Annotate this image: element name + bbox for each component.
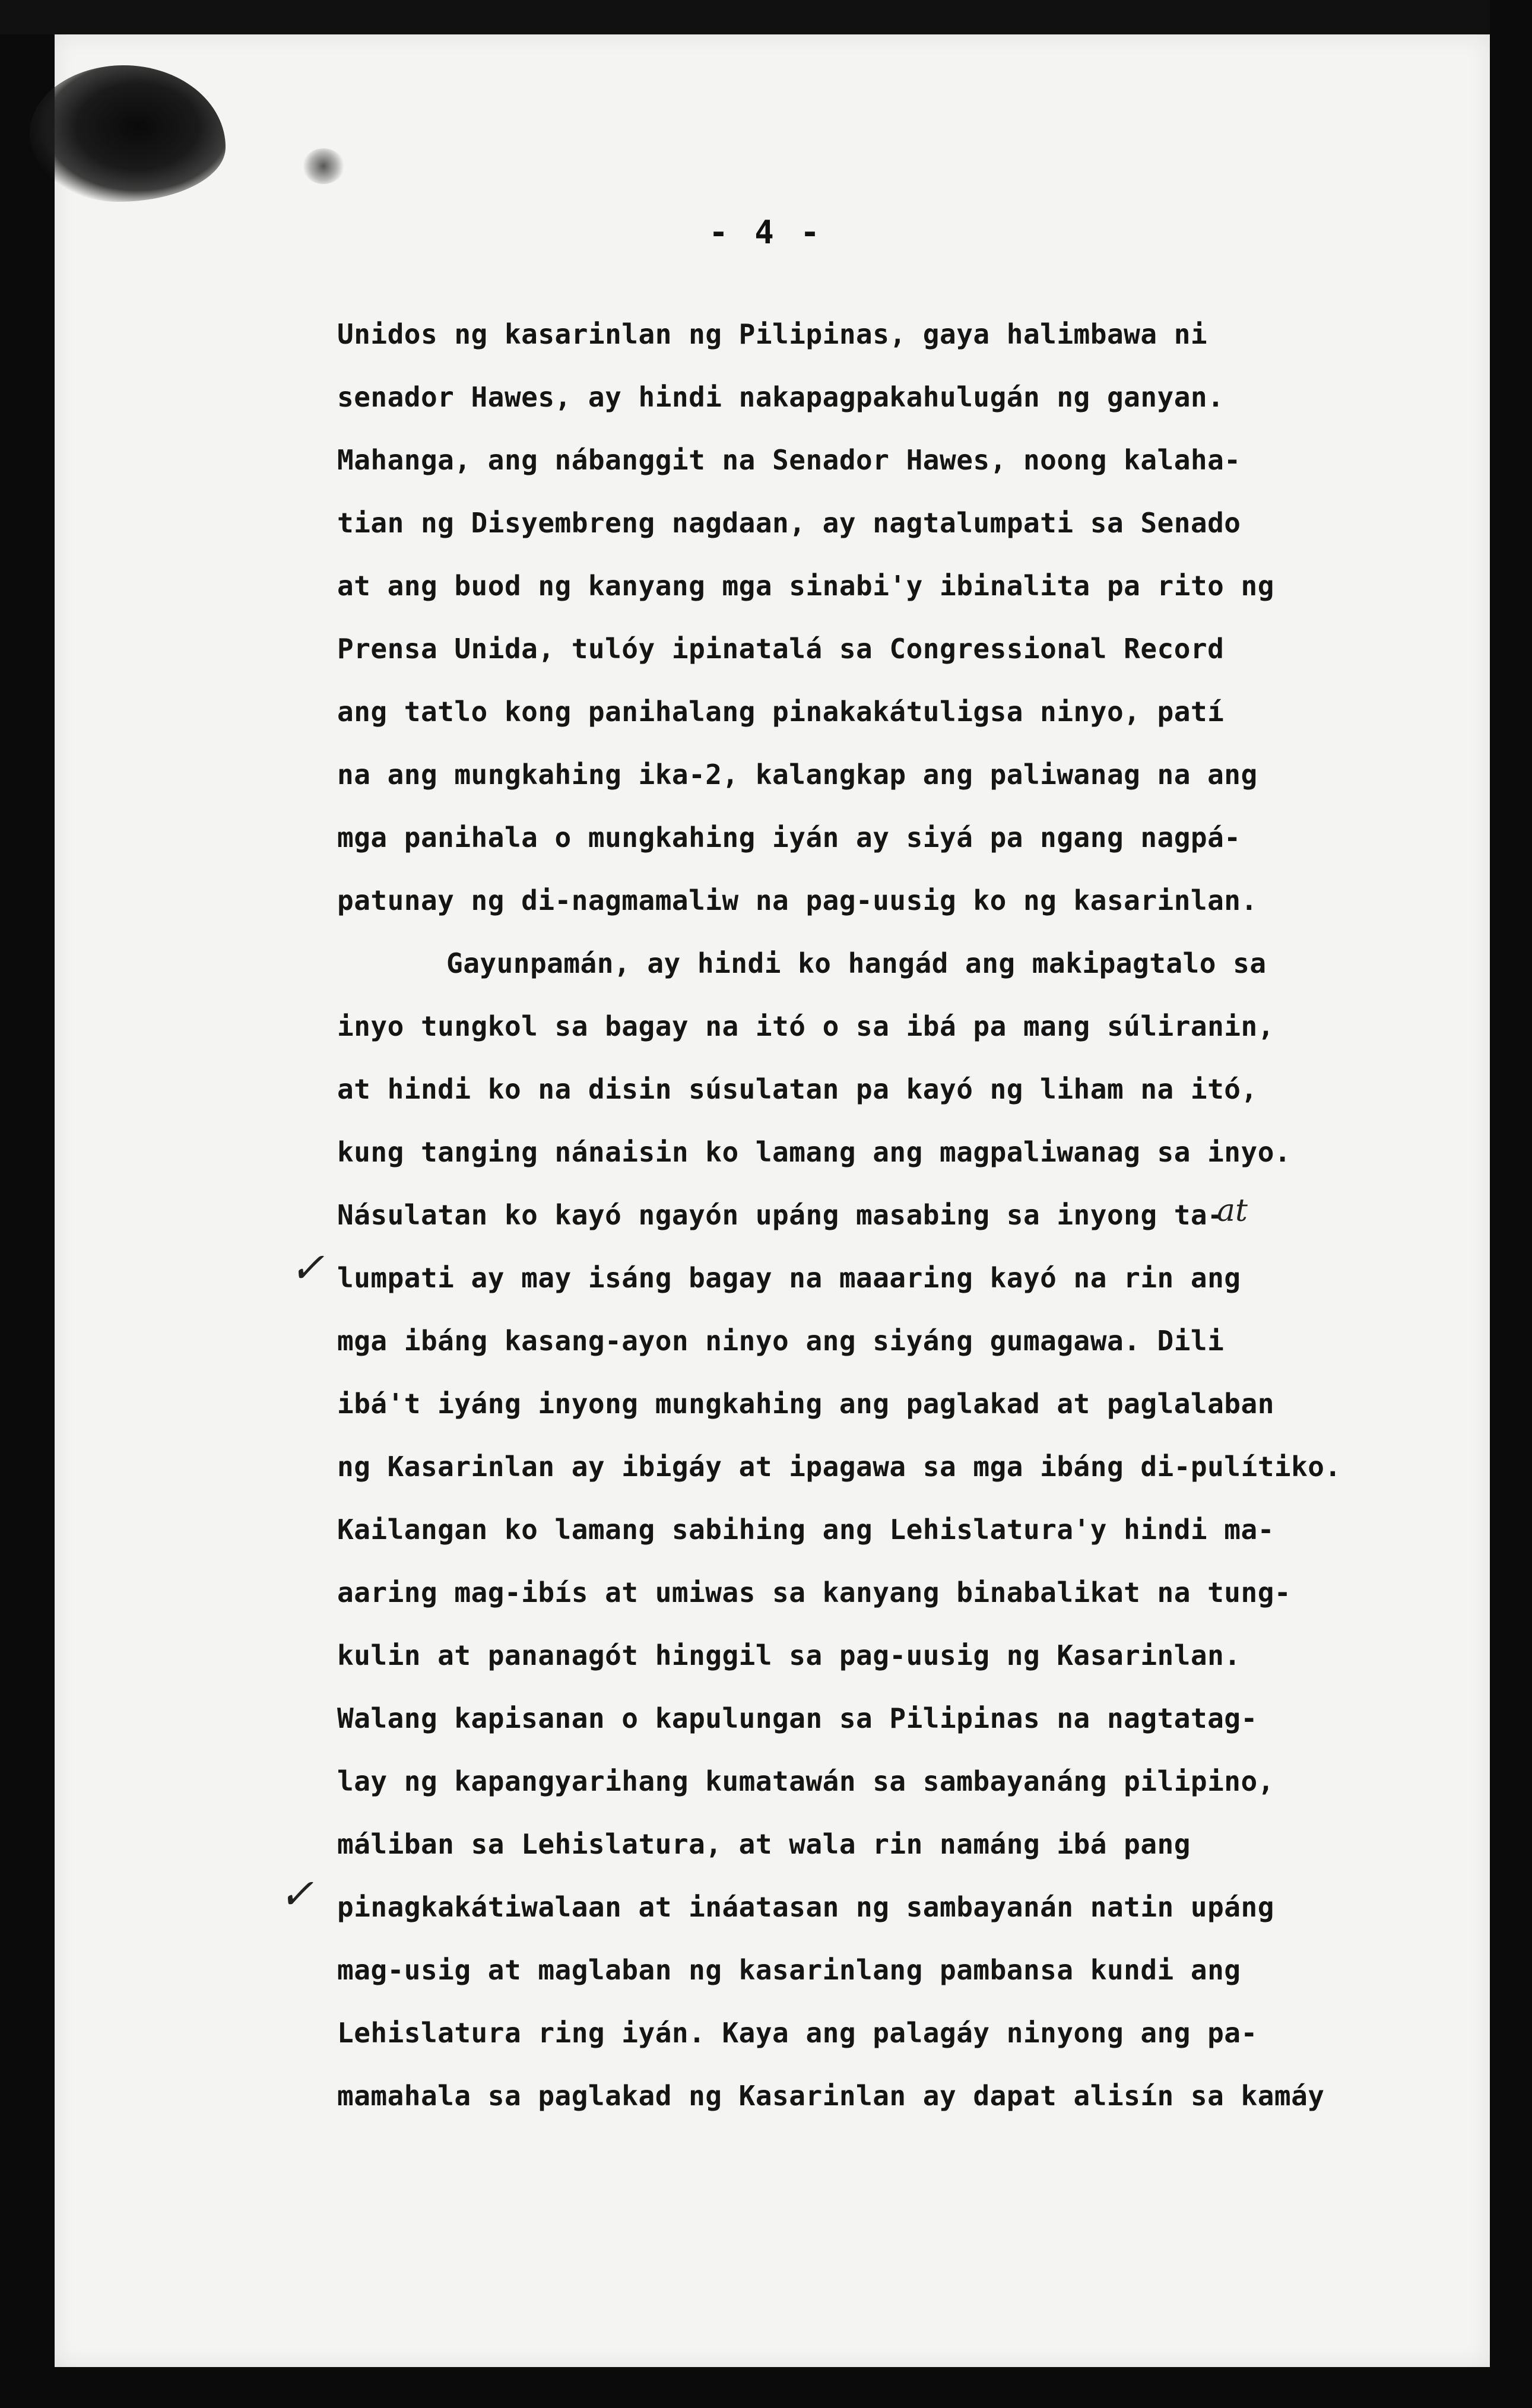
text-line: senador Hawes, ay hindi nakapagpakahulugán ng ganyan.	[337, 381, 1225, 413]
text-line: Prensa Unida, tulóy ipinatalá sa Congressional Record	[337, 633, 1225, 665]
text-line: Mahanga, ang nábanggit na Senador Hawes, noong kalaha-	[337, 444, 1241, 476]
text-line: pinagkakátiwalaan at ináatasan ng sambayanán natin upáng	[337, 1891, 1274, 1923]
text-line: máliban sa Lehislatura, at wala rin namáng ibá pang	[337, 1828, 1191, 1860]
paragraph-start-line: Gayunpamán, ay hindi ko hangád ang makipagtalo sa	[446, 947, 1267, 979]
text-line: lay ng kapangyarihang kumatawán sa sambayanáng pilipino,	[337, 1765, 1274, 1797]
text-line: Násulatan ko kayó ngayón upáng masabing sa inyong ta-	[337, 1199, 1225, 1231]
text-line: Unidos ng kasarinlan ng Pilipinas, gaya halimbawa ni	[337, 318, 1208, 350]
text-line: na ang mungkahing ika-2, kalangkap ang paliwanag na ang	[337, 759, 1258, 791]
text-line: Kailangan ko lamang sabihing ang Lehislatura'y hindi ma-	[337, 1514, 1274, 1546]
text-line: at hindi ko na disin súsulatan pa kayó ng liham na itó,	[337, 1073, 1258, 1105]
text-line: at ang buod ng kanyang mga sinabi'y ibinalita pa rito ng	[337, 570, 1274, 602]
text-line: inyo tungkol sa bagay na itó o sa ibá pa mang súliranin,	[337, 1010, 1274, 1042]
text-line: mag-usig at maglaban ng kasarinlang pambansa kundi ang	[337, 1954, 1241, 1986]
text-line: aaring mag-ibís at umiwas sa kanyang binabalikat na tung-	[337, 1576, 1292, 1608]
text-line: mga panihala o mungkahing iyán ay siyá pa ngang nagpá-	[337, 821, 1241, 854]
text-line: mamahala sa paglakad ng Kasarinlan ay dapat alisín sa kamáy	[337, 2080, 1325, 2112]
text-line: Walang kapisanan o kapulungan sa Pilipinas na nagtatag-	[337, 1702, 1258, 1734]
text-line: kung tanging nánaisin ko lamang ang magpaliwanag sa inyo.	[337, 1136, 1292, 1168]
scan-border-top	[0, 0, 1532, 34]
text-line: tian ng Disyembreng nagdaan, ay nagtalumpati sa Senado	[337, 507, 1241, 539]
text-line: patunay ng di-nagmamaliw na pag-uusig ko ng kasarinlan.	[337, 884, 1258, 916]
check-mark-icon: ✓	[290, 1243, 325, 1292]
text-line: ang tatlo kong panihalang pinakakátuligsa ninyo, patí	[337, 696, 1225, 728]
handwritten-insert: at	[1217, 1193, 1248, 1229]
check-mark-icon: ✓	[279, 1870, 314, 1918]
text-line: mga ibáng kasang-ayon ninyo ang siyáng gumagawa. Dili	[337, 1325, 1225, 1357]
text-line: ibá't iyáng inyong mungkahing ang paglakad at paglalaban	[337, 1388, 1274, 1420]
text-line: Lehislatura ring iyán. Kaya ang palagáy ninyong ang pa-	[337, 2017, 1258, 2049]
ink-speck	[303, 148, 344, 184]
scan-border-right	[1490, 0, 1532, 2408]
page-number: - 4 -	[709, 214, 823, 251]
text-line: kulin at pananagót hinggil sa pag-uusig ng Kasarinlan.	[337, 1639, 1241, 1671]
text-line: lumpati ay may isáng bagay na maaaring kayó na rin ang	[337, 1262, 1241, 1294]
text-line: ng Kasarinlan ay ibigáy at ipagawa sa mga ibáng di-pulítiko.	[337, 1451, 1341, 1483]
